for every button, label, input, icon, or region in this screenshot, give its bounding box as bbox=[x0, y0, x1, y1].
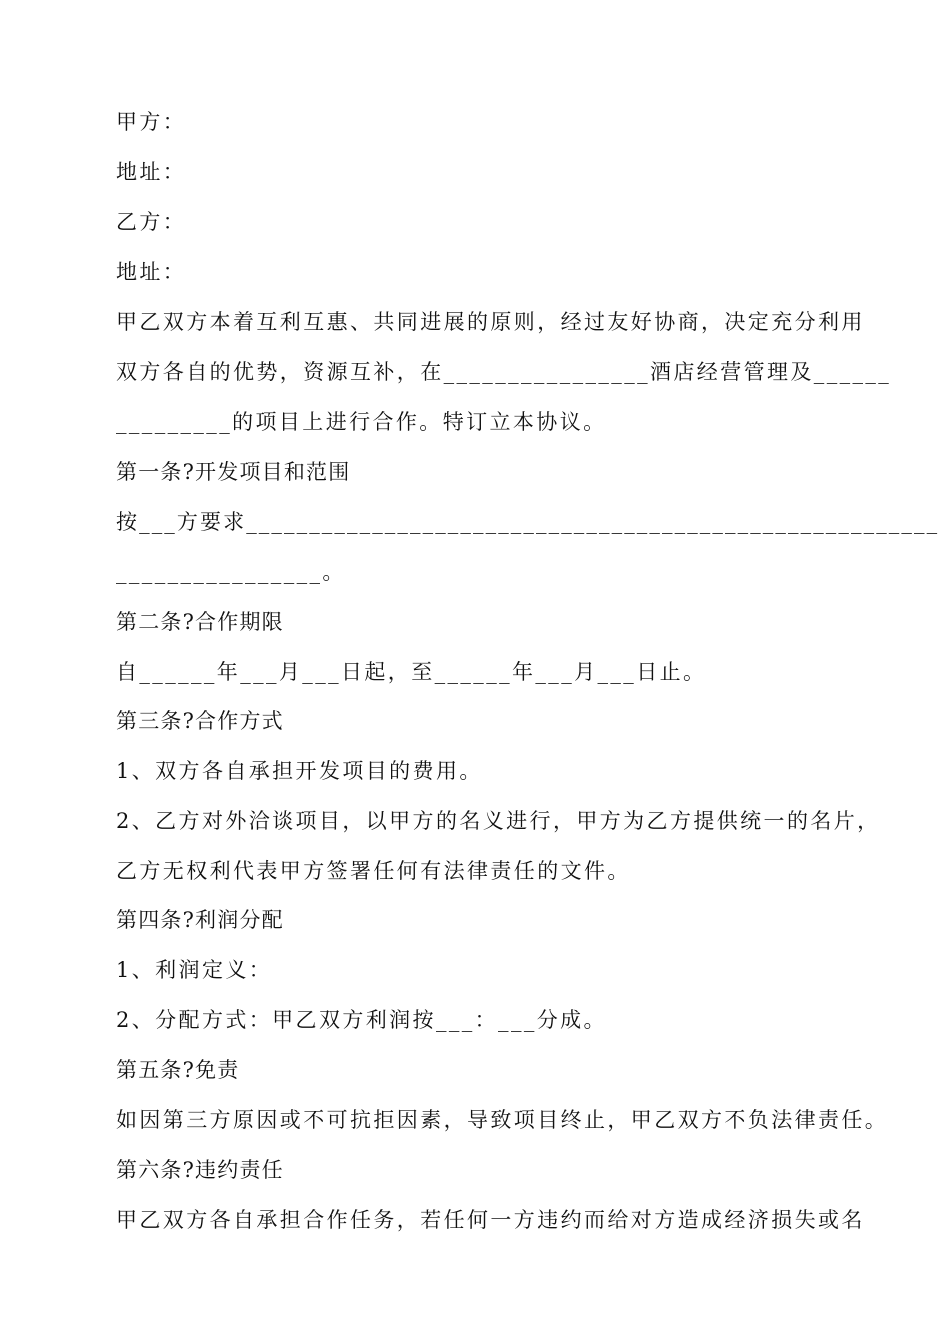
article-5-body: 如因第三方原因或不可抗拒因素，导致项目终止，甲乙双方不负法律责任。 bbox=[116, 1108, 889, 1132]
article-1-line-2: ________________。 bbox=[116, 560, 346, 584]
preamble-line-1: 甲乙双方本着互利互惠、共同进展的原则，经过友好协商，决定充分利用 bbox=[116, 310, 865, 334]
article-1-heading: 第一条?开发项目和范围 bbox=[116, 460, 351, 484]
party-b-address-label: 地址： bbox=[116, 260, 187, 284]
article-2-body: 自______年___月___日起，至______年___月___日止。 bbox=[116, 660, 707, 684]
article-3-item-2-line-1: 2、乙方对外洽谈项目，以甲方的名义进行，甲方为乙方提供统一的名片， bbox=[116, 809, 881, 833]
article-3-heading: 第三条?合作方式 bbox=[116, 709, 284, 733]
article-2-heading: 第二条?合作期限 bbox=[116, 610, 284, 634]
article-3-item-1: 1、双方各自承担开发项目的费用。 bbox=[116, 759, 483, 783]
article-4-heading: 第四条?利润分配 bbox=[116, 908, 284, 932]
party-b-label: 乙方： bbox=[116, 210, 187, 234]
article-4-item-1: 1、利润定义： bbox=[116, 958, 273, 982]
article-1-line-1: 按___方要求_______________________________________________________ bbox=[116, 510, 940, 534]
party-a-address-label: 地址： bbox=[116, 160, 187, 184]
article-6-body-line-1: 甲乙双方各自承担合作任务，若任何一方违约而给对方造成经济损失或名 bbox=[116, 1208, 865, 1232]
preamble-line-2: 双方各自的优势，资源互补，在________________酒店经营管理及______ bbox=[116, 360, 892, 384]
article-6-heading: 第六条?违约责任 bbox=[116, 1158, 284, 1182]
article-5-heading: 第五条?免责 bbox=[116, 1058, 240, 1082]
preamble-line-3: _________的项目上进行合作。特订立本协议。 bbox=[116, 410, 607, 434]
article-3-item-2-line-2: 乙方无权利代表甲方签署任何有法律责任的文件。 bbox=[116, 859, 631, 883]
article-4-item-2: 2、分配方式：甲乙双方利润按___：___分成。 bbox=[116, 1008, 607, 1032]
party-a-label: 甲方： bbox=[116, 110, 187, 134]
